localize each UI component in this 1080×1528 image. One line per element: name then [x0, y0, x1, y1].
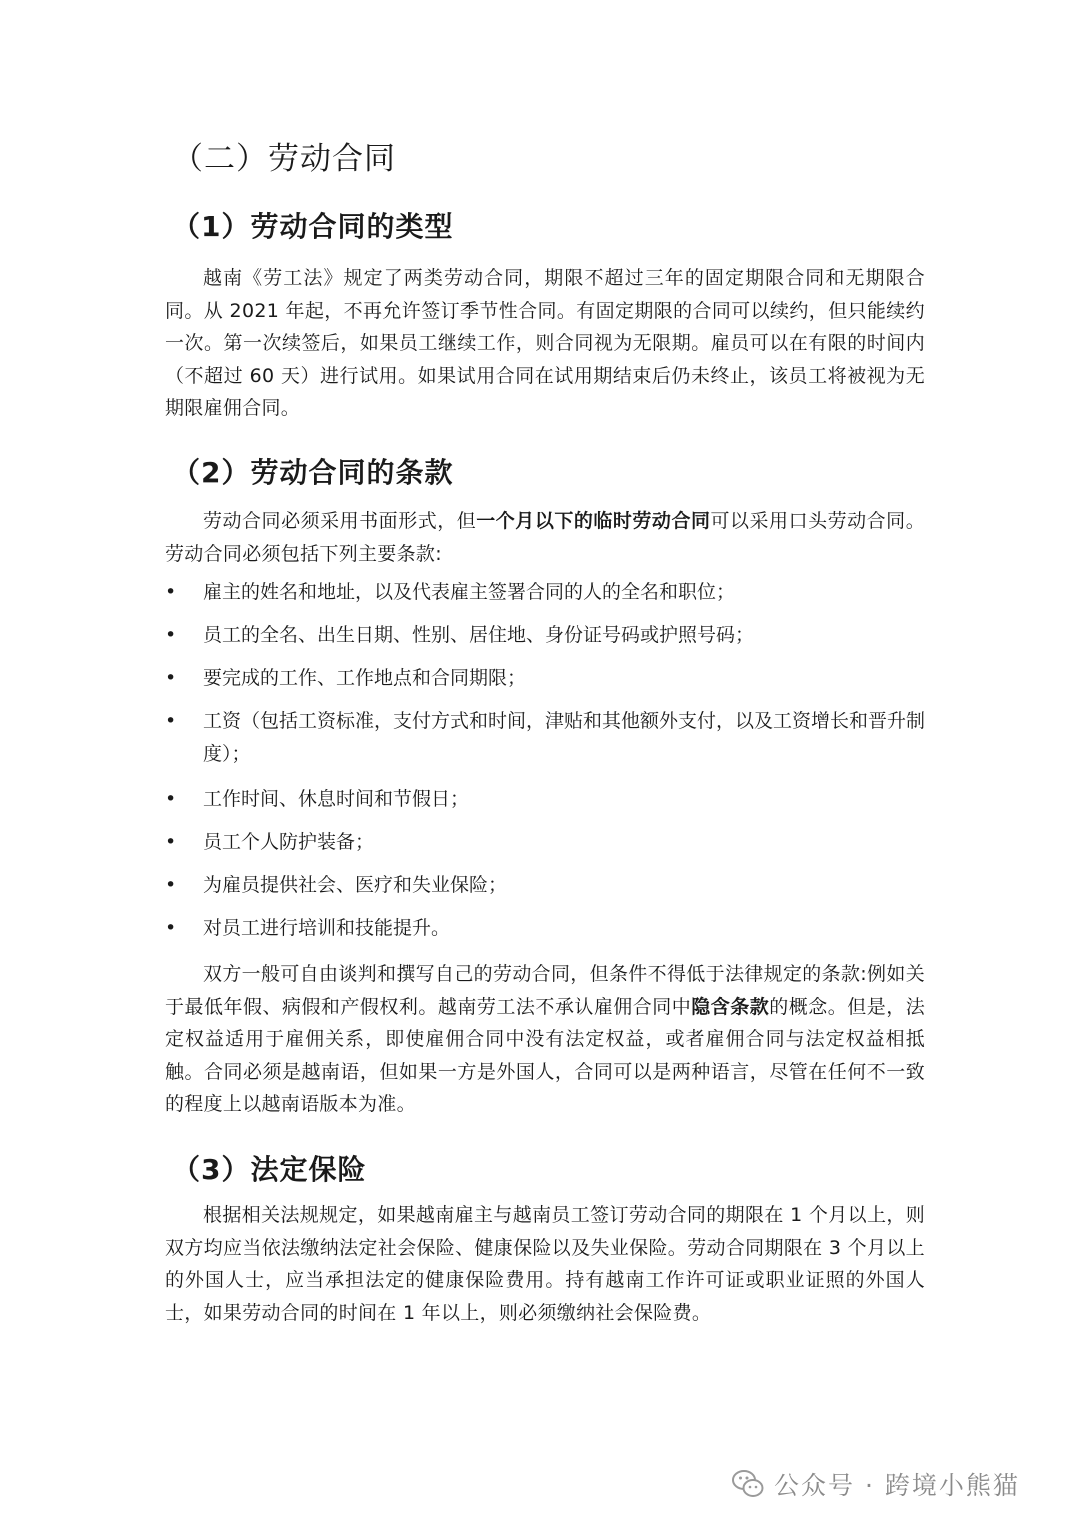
- bullet-icon: •: [165, 624, 177, 646]
- intro-bold-text: 一个月以下的临时劳动合同: [476, 510, 711, 532]
- section-title: （二）劳动合同: [172, 141, 396, 177]
- subsection-title-contract-types: （1）劳动合同的类型: [172, 210, 454, 243]
- closing-text-a: 双方一般可自由谈判和撰写自己的劳动合同，但条件不得低于法律规定的条款:例如关于最低年假、病假和产假权利。越南劳工法不承认雇佣合同中: [165, 963, 925, 1018]
- subsection-title-statutory-insurance: （3）法定保险: [172, 1153, 367, 1186]
- list-item: • 员工的全名、出生日期、性别、居住地、身份证号码或护照号码；: [165, 619, 925, 662]
- wechat-icon: [732, 1469, 764, 1499]
- intro-text-b: 可以采用口头劳动合同。劳动合同必须包括下列主要条款:: [165, 510, 925, 565]
- list-item: • 工作时间、休息时间和节假日；: [165, 783, 925, 826]
- bullet-icon: •: [165, 667, 177, 689]
- list-item: • 员工个人防护装备；: [165, 826, 925, 869]
- closing-text-b: 的概念。但是，法定权益适用于雇佣关系，即使雇佣合同中没有法定权益，或者雇佣合同与法定权益相抵触。合同必须是越南语，但如果一方是外国人，合同可以是两种语言，尽管在任何不一致的程度上以越南语版本为准。: [165, 995, 925, 1115]
- contract-terms-list: [165, 576, 925, 955]
- paragraph-contract-terms-intro: [165, 505, 925, 570]
- bullet-icon: •: [165, 788, 177, 810]
- bullet-icon: •: [165, 917, 177, 939]
- list-item: • 雇主的姓名和地址，以及代表雇主签署合同的人的全名和职位；: [165, 576, 925, 619]
- subsection-title-contract-terms: （2）劳动合同的条款: [172, 456, 454, 489]
- intro-text-a: 劳动合同必须采用书面形式，但: [203, 510, 477, 532]
- paragraph-contract-terms-closing: [165, 958, 925, 1121]
- paragraph-contract-types: 越南《劳工法》规定了两类劳动合同，期限不超过三年的固定期限合同和无期限合同。从 2021 年起，不再允许签订季节性合同。有固定期限的合同可以续约，但只能续约一次。第一次续签后，如果员工继续工作，则合同视为无限期。雇员可以在有限的时间内（不超过 60 天）进行试用。如果试用合同在试用期结束后仍未终止，该员工将被视为无期限雇佣合同。: [165, 267, 925, 419]
- list-item: • 对员工进行培训和技能提升。: [165, 912, 925, 955]
- bullet-icon: •: [165, 831, 177, 853]
- list-item: • 工资（包括工资标准，支付方式和时间，津贴和其他额外支付，以及工资增长和晋升制度）；: [165, 705, 925, 783]
- watermark-text: 公众号 · 跨境小熊猫: [774, 1471, 1020, 1500]
- closing-bold-text: 隐含条款: [691, 995, 770, 1018]
- bullet-icon: •: [165, 874, 177, 896]
- list-item: • 为雇员提供社会、医疗和失业保险；: [165, 869, 925, 912]
- list-item: • 要完成的工作、工作地点和合同期限；: [165, 662, 925, 705]
- watermark: [732, 1459, 1020, 1509]
- paragraph-statutory-insurance: 根据相关法规规定，如果越南雇主与越南员工签订劳动合同的期限在 1 个月以上，则双方均应当依法缴纳法定社会保险、健康保险以及失业保险。劳动合同期限在 3 个月以上的外国人士，应当承担法定的健康保险费用。持有越南工作许可证或职业证照的外国人士，如果劳动合同的时间在 1 年以上，则必须缴纳社会保险费。: [165, 1204, 925, 1324]
- bullet-icon: •: [165, 710, 177, 732]
- bullet-icon: •: [165, 581, 177, 603]
